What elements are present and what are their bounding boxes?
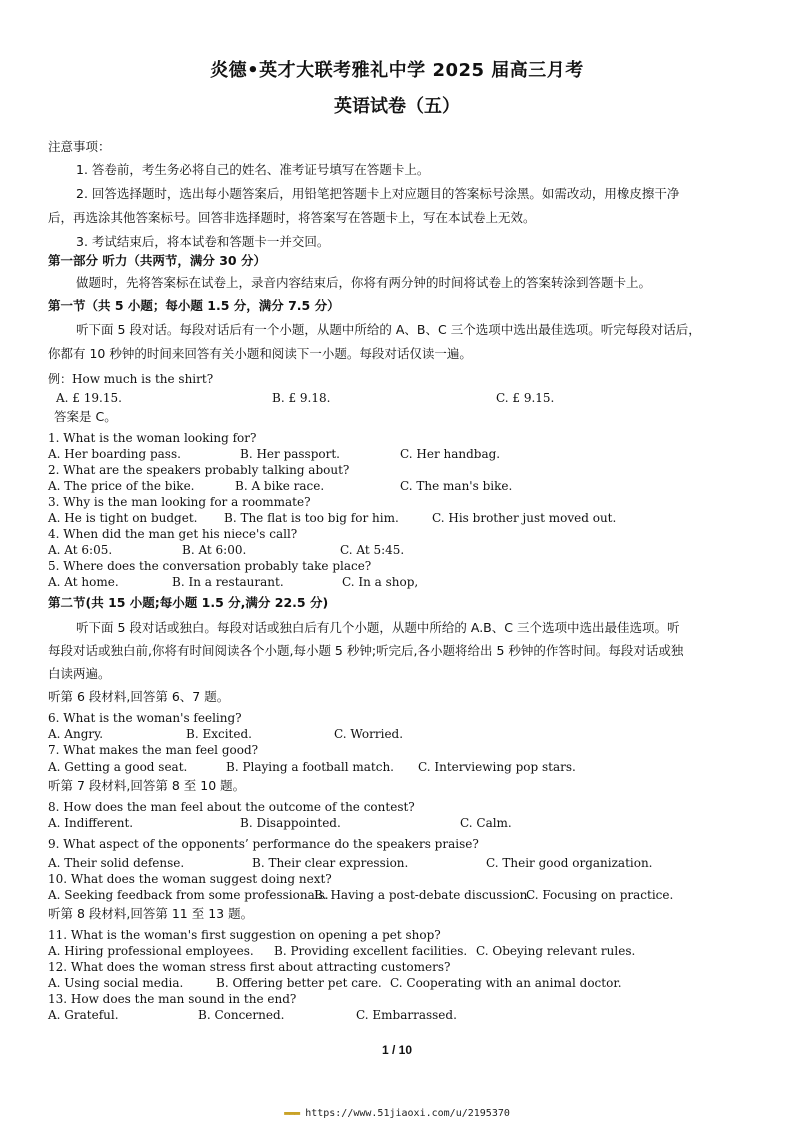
section1-heading: 第一节（共 5 小题；每小题 1.5 分，满分 7.5 分） xyxy=(48,298,340,313)
question: 5. Where does the conversation probably take place? xyxy=(48,559,372,573)
option-b: B. Having a post-debate discussion. xyxy=(314,888,532,902)
option-c: C. Embarrassed. xyxy=(356,1008,457,1022)
question: 7. What makes the man feel good? xyxy=(48,743,259,757)
example-option-b: B. £ 9.18. xyxy=(272,391,331,405)
group-heading-8: 听第 8 段材料,回答第 11 至 13 题。 xyxy=(48,906,254,921)
part1-heading: 第一部分 听力（共两节，满分 30 分） xyxy=(48,253,266,268)
question: 6. What is the woman's feeling? xyxy=(48,711,242,725)
option-b: B. A bike race. xyxy=(235,479,325,493)
footer-url-link[interactable]: https://www.51jiaoxi.com/u/2195370 xyxy=(305,1108,510,1119)
note-item: 3. 考试结束后，将本试卷和答题卡一并交回。 xyxy=(76,234,330,249)
option-c: C. Cooperating with an animal doctor. xyxy=(390,976,622,990)
part1-instruction: 做题时，先将答案标在试卷上，录音内容结束后，你将有两分钟的时间将试卷上的答案转涂到答题卡上。 xyxy=(76,275,652,290)
option-c: C. At 5:45. xyxy=(340,543,405,557)
option-c: C. Her handbag. xyxy=(400,447,501,461)
question: 3. Why is the man looking for a roommate? xyxy=(48,495,311,509)
option-a: A. Seeking feedback from some professionals. xyxy=(48,888,329,902)
section1-instruction: 听下面 5 段对话。每段对话后有一个小题，从题中所给的 A、B、C 三个选项中选出最佳选项。听完每段对话后， xyxy=(76,322,701,337)
option-a: A. He is tight on budget. xyxy=(48,511,198,525)
option-c: C. Worried. xyxy=(334,727,404,741)
question: 13. How does the man sound in the end? xyxy=(48,992,297,1006)
option-b: B. Her passport. xyxy=(240,447,340,461)
question: 11. What is the woman's first suggestion on opening a pet shop? xyxy=(48,928,441,942)
option-c: C. Interviewing pop stars. xyxy=(418,760,576,774)
question: 2. What are the speakers probably talking about? xyxy=(48,463,350,477)
question: 1. What is the woman looking for? xyxy=(48,431,257,445)
option-a: A. Getting a good seat. xyxy=(48,760,188,774)
group-heading-7: 听第 7 段材料,回答第 8 至 10 题。 xyxy=(48,778,246,793)
option-b: B. Their clear expression. xyxy=(252,856,409,870)
option-a: A. The price of the bike. xyxy=(48,479,195,493)
option-a: A. Angry. xyxy=(48,727,104,741)
watermark-logo: ▬▬▬ xyxy=(284,1108,300,1119)
option-c: C. Their good organization. xyxy=(486,856,653,870)
page-number: 1 / 10 xyxy=(381,1043,413,1057)
question: 8. How does the man feel about the outcome of the contest? xyxy=(48,800,415,814)
option-c: C. Obeying relevant rules. xyxy=(476,944,636,958)
option-c: C. In a shop, xyxy=(342,575,419,589)
option-b: B. At 6:00. xyxy=(182,543,247,557)
option-b: B. In a restaurant. xyxy=(172,575,284,589)
option-b: B. Concerned. xyxy=(198,1008,285,1022)
option-c: C. Calm. xyxy=(460,816,512,830)
option-b: B. Playing a football match. xyxy=(226,760,394,774)
section2-instruction: 听下面 5 段对话或独白。每段对话或独白后有几个小题，从题中所给的 A.B、C 三个选项中选出最佳选项。听 xyxy=(76,620,680,635)
option-a: A. Using social media. xyxy=(48,976,184,990)
option-a: A. Hiring professional employees. xyxy=(48,944,254,958)
note-item: 2. 回答选择题时，选出每小题答案后，用铅笔把答题卡上对应题目的答案标号涂黑。如需改动，用橡皮擦干净 xyxy=(76,186,680,201)
option-b: B. Providing excellent facilities. xyxy=(274,944,468,958)
example-option-a: A. £ 19.15. xyxy=(56,391,122,405)
footer-watermark xyxy=(0,1108,794,1119)
section2-instruction: 每段对话或独白前,你将有时间阅读各个小题,每小题 5 秒钟;听完后,各小题将给出 5 秒钟的作答时间。每段对话或独 xyxy=(48,643,684,658)
option-a: A. Their solid defense. xyxy=(48,856,185,870)
option-a: A. At home. xyxy=(48,575,119,589)
section1-instruction: 你都有 10 秒钟的时间来回答有关小题和阅读下一小题。每段对话仅读一遍。 xyxy=(48,346,472,361)
option-c: C. His brother just moved out. xyxy=(432,511,617,525)
example-answer: 答案是 C。 xyxy=(54,409,117,424)
option-b: B. Offering better pet care. xyxy=(216,976,382,990)
option-b: B. Disappointed. xyxy=(240,816,341,830)
option-c: C. Focusing on practice. xyxy=(526,888,674,902)
option-a: A. Grateful. xyxy=(48,1008,119,1022)
example-option-c: C. £ 9.15. xyxy=(496,391,555,405)
question: 12. What does the woman stress first about attracting customers? xyxy=(48,960,451,974)
note-item: 后，再选涂其他答案标号。回答非选择题时，将答案写在答题卡上，写在本试卷上无效。 xyxy=(48,210,536,225)
option-a: A. Her boarding pass. xyxy=(48,447,181,461)
question: 4. When did the man get his niece's call? xyxy=(48,527,298,541)
option-a: A. Indifferent. xyxy=(48,816,134,830)
example-question: 例：How much is the shirt? xyxy=(48,372,214,386)
note-item: 1. 答卷前，考生务必将自己的姓名、准考证号填写在答题卡上。 xyxy=(76,162,430,177)
option-b: B. Excited. xyxy=(186,727,252,741)
question: 10. What does the woman suggest doing next? xyxy=(48,872,332,886)
exam-title: 炎德•英才大联考雅礼中学 2025 届高三月考 xyxy=(210,60,584,81)
group-heading-6: 听第 6 段材料,回答第 6、7 题。 xyxy=(48,689,230,704)
section2-heading: 第二节(共 15 小题;每小题 1.5 分,满分 22.5 分) xyxy=(48,595,329,610)
option-b: B. The flat is too big for him. xyxy=(224,511,399,525)
option-a: A. At 6:05. xyxy=(48,543,113,557)
section2-instruction: 白读两遍。 xyxy=(48,666,111,681)
exam-subtitle: 英语试卷（五） xyxy=(334,96,460,117)
question: 9. What aspect of the opponents’ performance do the speakers praise? xyxy=(48,837,479,851)
notes-heading: 注意事项： xyxy=(48,139,111,154)
option-c: C. The man's bike. xyxy=(400,479,513,493)
